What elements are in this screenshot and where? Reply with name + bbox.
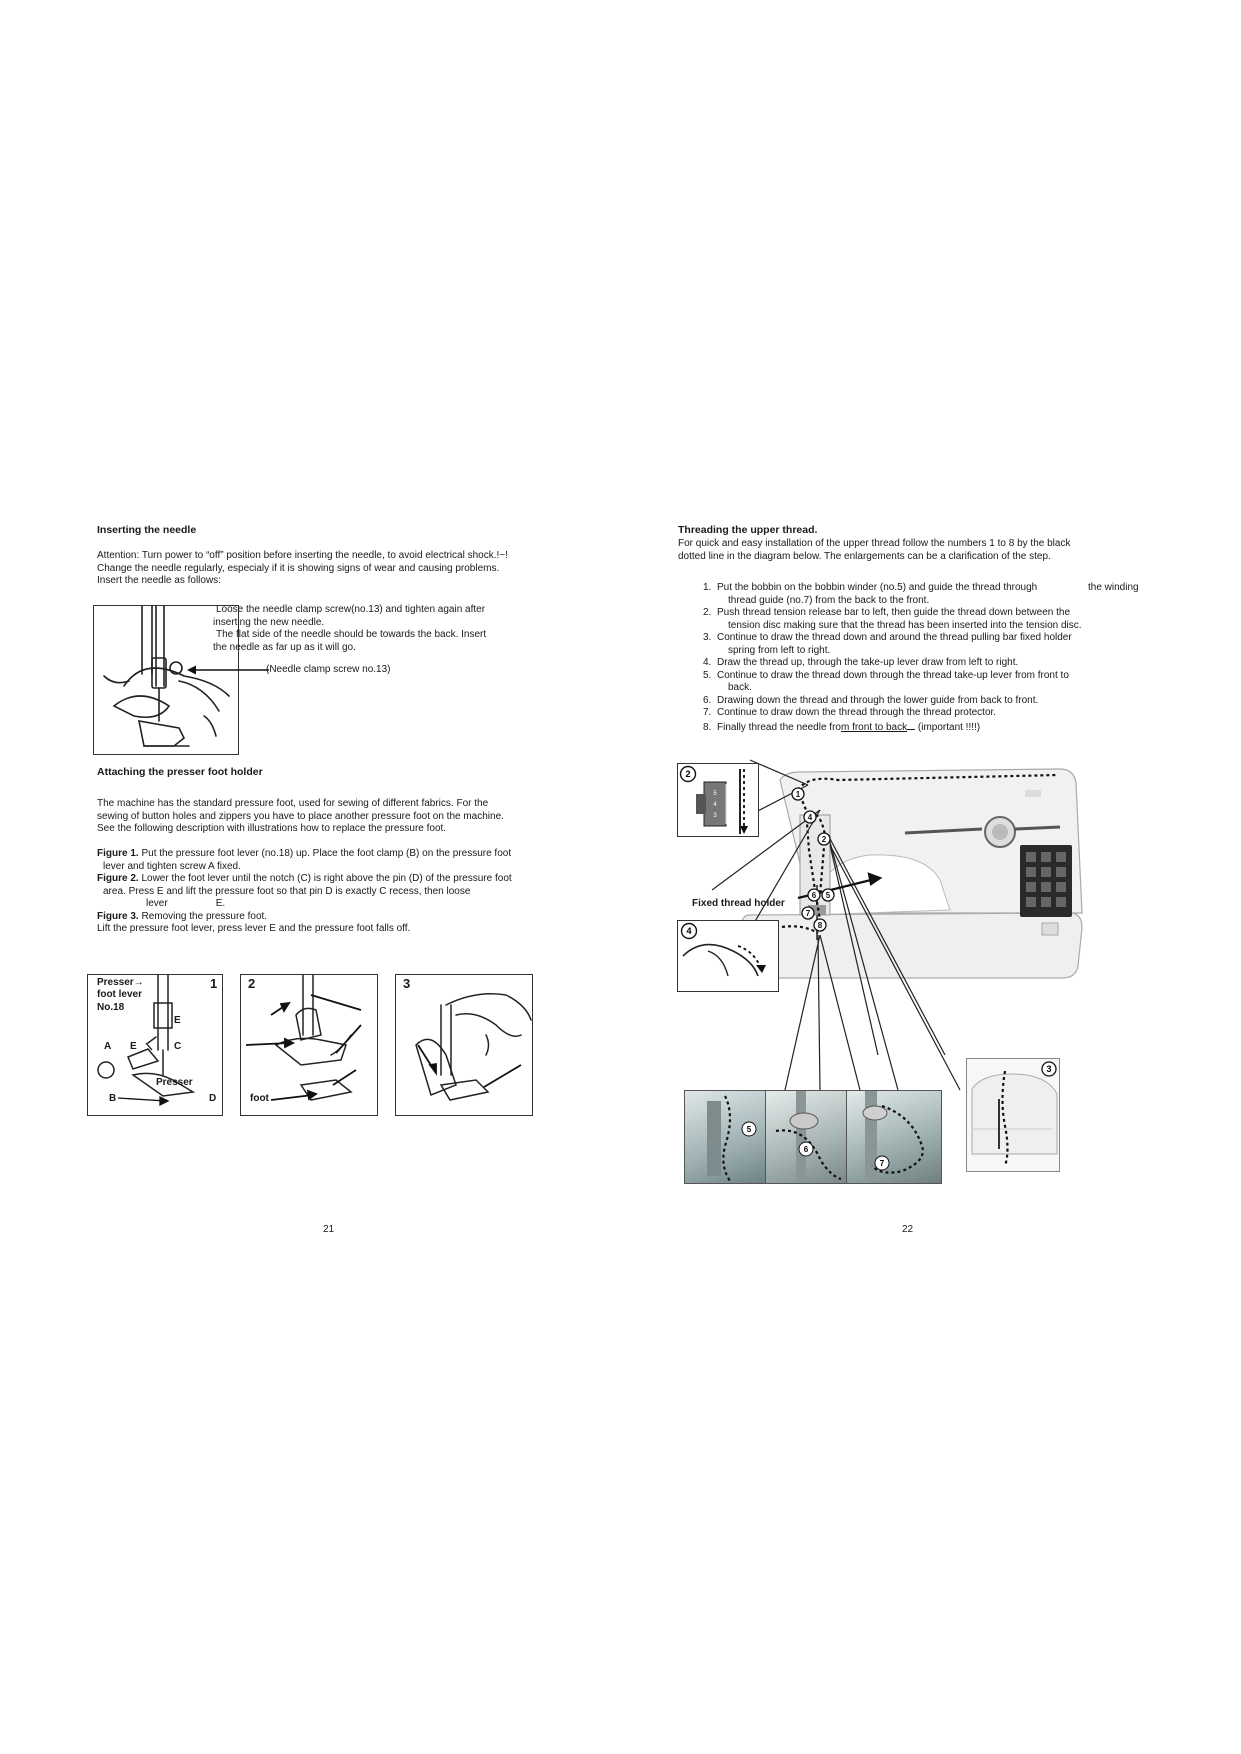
page-number-21: 21	[323, 1224, 335, 1235]
presser-figure-1	[87, 974, 223, 1116]
needle-step-flat: The flat side of the needle should be towards the back. Insert	[216, 629, 487, 640]
figure1-label: Figure 1.	[97, 848, 139, 859]
fig1-label-e-top: E	[174, 1015, 181, 1026]
presser-figure-notes	[97, 848, 617, 936]
photo-5-number: 5	[746, 1125, 752, 1134]
presser-intro	[97, 798, 617, 836]
figure3-text: Removing the pressure foot.	[138, 910, 268, 922]
presser-figure-3	[395, 974, 533, 1116]
figure2-text-b: area. Press E and lift the pressure foot so that pin D is exactly C recess, then loose	[103, 885, 471, 897]
presser-figure-3-drawing	[396, 975, 532, 1115]
dial-3: 3	[713, 813, 717, 819]
threading-steps	[703, 582, 1163, 734]
fig1-label-e: E	[130, 1041, 137, 1052]
inset-3-sideview	[966, 1058, 1060, 1172]
fig1-number: 1	[210, 976, 218, 991]
circle-7: 7	[805, 909, 811, 918]
circle-2: 2	[821, 835, 827, 844]
fig1-label-a: A	[104, 1041, 112, 1052]
needle-fig-text	[213, 604, 546, 654]
figure2-label: Figure 2.	[97, 873, 139, 884]
step-6: 6. Drawing down the thread and through the lower guide from back to front.	[703, 694, 1039, 706]
inset-2-drawing	[678, 764, 758, 836]
circle-6: 6	[811, 891, 817, 900]
step-3: 3. Continue to draw the thread down and around the thread pulling bar fixed holder spring from left to right.	[703, 632, 1072, 656]
threading-heading: Threading the upper thread.	[678, 524, 818, 536]
step-1-extra: the winding	[1088, 582, 1139, 593]
fig1-label-presser: Presser→	[97, 977, 144, 988]
needle-intro	[97, 550, 617, 588]
step-8: 8. Finally thread the needle from front to back (important !!!!)	[703, 721, 981, 733]
sewing-machine-drawing	[741, 769, 1082, 978]
inset-photo-6	[765, 1090, 847, 1184]
presser-intro-3: See the following description with illustrations how to replace the pressure foot.	[97, 823, 447, 834]
fig1-label-b: B	[109, 1093, 117, 1104]
step-5: 5. Continue to draw the thread down through the thread take-up lever from front to back.	[703, 669, 1069, 693]
needle-attention: Attention: Turn power to “off” position before inserting the needle, to avoid electrical shock.!~!	[97, 550, 508, 561]
dial-4: 4	[713, 802, 717, 808]
presser-intro-1: The machine has the standard pressure foot, used for sewing of different fabrics. For the	[97, 798, 489, 809]
needle-callout: (Needle clamp screw no.13)	[266, 664, 391, 675]
page-number-22: 22	[902, 1224, 914, 1235]
threading-intro	[678, 538, 1158, 563]
threading-intro-1: For quick and easy installation of the upper thread follow the numbers 1 to 8 by the black	[678, 538, 1071, 549]
needle-step-loose: Loose the needle clamp screw(no.13) and tighten again after	[216, 604, 486, 615]
fig1-label-no18: No.18	[97, 1002, 125, 1013]
inset-2-tension	[677, 763, 759, 837]
figure1-text-a: Put the pressure foot lever (no.18) up. Place the foot clamp (B) on the pressure foot	[138, 848, 512, 859]
inset-photo-7	[846, 1090, 942, 1184]
inset-4-drawing	[678, 921, 778, 991]
fig1-label-presser-foot: Presser	[156, 1077, 193, 1088]
needle-step-inserting: inserting the new needle.	[213, 616, 325, 628]
dial-5: 5	[713, 791, 717, 797]
presser-intro-2: sewing of button holes and zippers you have to place another pressure foot on the machine.	[97, 810, 504, 822]
needle-insert: Insert the needle as follows:	[97, 575, 221, 586]
figure2-text-d: E.	[215, 898, 226, 909]
figure1-text-b: lever and tighten screw A fixed.	[103, 860, 241, 872]
fig1-label-foot-lever: foot lever	[97, 989, 143, 1000]
needle-step-far: the needle as far up as it will go.	[213, 641, 356, 653]
presser-figure-2	[240, 974, 378, 1116]
threading-intro-2: dotted line in the diagram below. The enlargements can be a clarification of the step.	[678, 550, 1051, 562]
inset-4-number: 4	[686, 926, 692, 936]
step-1: 1. Put the bobbin on the bobbin winder (no.5) and guide the thread through the winding thread guide (no.7) from the back to the front.	[703, 582, 1139, 606]
circle-8: 8	[817, 921, 823, 930]
step-4: 4. Draw the thread up, through the take-up lever draw from left to right.	[703, 657, 1019, 668]
photo-7-number: 7	[879, 1159, 885, 1168]
inset-photo-5	[684, 1090, 766, 1184]
figure2-text-c: lever	[146, 898, 168, 909]
step-2: 2. Push thread tension release bar to left, then guide the thread down between the tension disc making sure that the thread has been inserted into the tension disc.	[703, 607, 1082, 631]
fig1-label-d: D	[209, 1093, 217, 1104]
figure3-label: Figure 3.	[97, 910, 139, 922]
inset-3-number: 3	[1046, 1064, 1052, 1074]
circle-5: 5	[825, 891, 831, 900]
needle-callout-arrow	[185, 664, 270, 676]
figure2-text-a: Lower the foot lever until the notch (C) is right above the pin (D) of the pressure foot	[138, 873, 512, 884]
inset-2-number: 2	[685, 769, 691, 779]
fig3-number: 3	[403, 976, 411, 991]
fig2-number: 2	[248, 976, 256, 991]
needle-heading: Inserting the needle	[97, 524, 197, 536]
step-7: 7. Continue to draw down the thread through the thread protector.	[703, 707, 997, 718]
photo-6-number: 6	[803, 1145, 809, 1154]
circle-1: 1	[795, 790, 801, 799]
presser-last: Lift the pressure foot lever, press lever E and the pressure foot falls off.	[97, 923, 411, 934]
fig1-label-c: C	[174, 1041, 182, 1052]
circle-4: 4	[807, 813, 813, 822]
fig2-label-foot: foot	[250, 1093, 269, 1104]
needle-change: Change the needle regularly, especialy if it is showing signs of wear and causing problems.	[97, 562, 500, 574]
fixed-thread-holder-label: Fixed thread holder	[692, 898, 785, 909]
inset-4-takeup	[677, 920, 779, 992]
presser-heading: Attaching the presser foot holder	[97, 766, 263, 778]
